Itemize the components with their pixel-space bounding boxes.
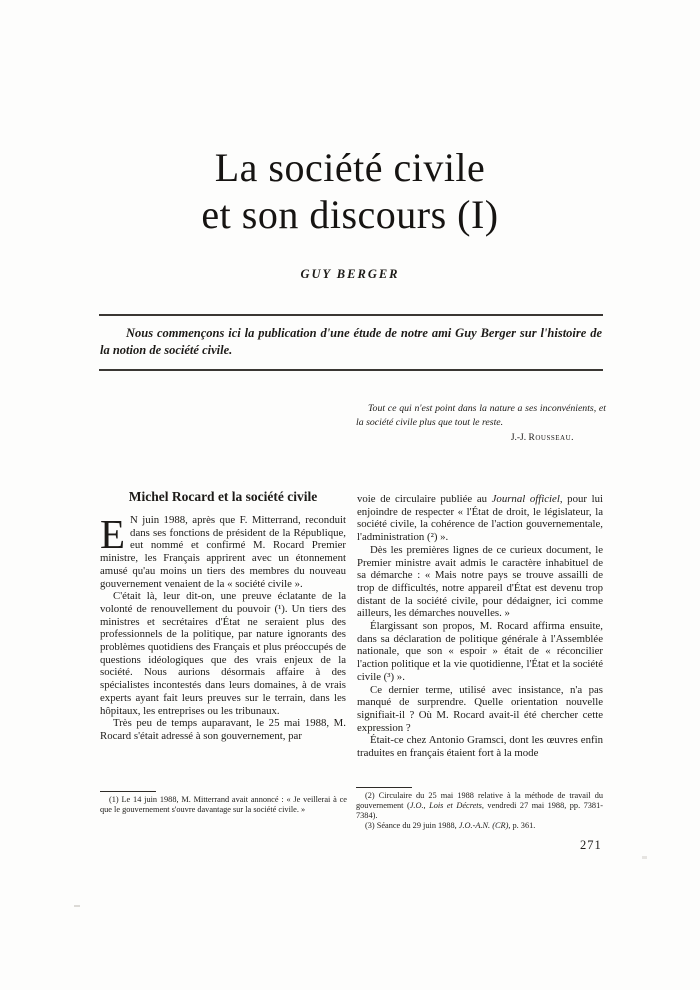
page-number: 271 bbox=[580, 838, 602, 852]
footnote-3: (3) Séance du 29 juin 1988, J.O.-A.N. (CR), p. 361. bbox=[365, 821, 536, 830]
epigraph-attribution-name: Rousseau. bbox=[528, 433, 574, 443]
scan-artifact bbox=[74, 905, 80, 907]
footnote-2: (2) Circulaire du 25 mai 1988 relative à la méthode de travail du gouvernement (J.O., Lois et Décrets, vendredi 27 mai 1988, pp. 7381-7384). bbox=[356, 791, 603, 820]
body-paragraph: C'était là, leur dit-on, une preuve éclatante de la volonté de renouvellement du pouvoir (¹). Un tiers des ministres et secrétaires d'État ne seraient plus des professionnels de la politique, par nature ignorants des problèmes quotidiens des Français et plus préoccupés de questions idéologiques que des vrais enjeux de la société. Nous aurions désormais affaire à des spécialistes incontestés dans leurs domaines, à de vrais experts ayant fait leurs preuves sur le terrain, dans les hôpitaux, les entreprises ou les tribunaux. bbox=[100, 590, 346, 717]
epigraph-quote: Tout ce qui n'est point dans la nature a ses inconvénients, et la société civile plus que tout le reste. bbox=[356, 403, 606, 428]
scan-artifact bbox=[642, 856, 647, 859]
epigraph-attribution-prefix: J.-J. bbox=[510, 433, 529, 443]
epigraph-attribution bbox=[356, 432, 574, 446]
opening-paragraph-text: N juin 1988, après que F. Mitterrand, reconduit dans ses fonctions de président de la République, eut nommé et confirmé M. Rocard Premier ministre, les Français apprirent avec un étonnement amusé qu'au moins un tiers des membres du nouveau gouvernement venaient de la « société civile ». bbox=[100, 514, 346, 590]
left-column bbox=[100, 489, 346, 760]
body-paragraph: Dès les premières lignes de ce curieux document, le Premier ministre avait admis le caractère inhabituel de sa démarche : « Mais notre pays se trouve assailli de trop de difficultés, notre appareil d'État est devenu trop distant de la société civile, pour dédaigner, ici comme ailleurs, les démarches nouvelles. » bbox=[357, 543, 603, 620]
footnote-1: (1) Le 14 juin 1988, M. Mitterrand avait annoncé : « Je veillerai à ce que le gouvernement s'ouvre davantage sur la société civile. » bbox=[100, 795, 347, 814]
body-paragraph: Était-ce chez Antonio Gramsci, dont les œuvres enfin traduites en français étaient fort à la mode bbox=[357, 734, 603, 760]
article-body bbox=[100, 489, 603, 760]
editorial-intro-text: Nous commençons ici la publication d'une étude de notre ami Guy Berger sur l'histoire de la notion de société civile. bbox=[100, 326, 602, 357]
body-paragraph: Élargissant son propos, M. Rocard affirma ensuite, dans sa déclaration de politique générale à l'Assemblée nationale, que son « espoir » était de « réconcilier l'action politique et la vie quotidienne, l'État et la société civile (³) ». bbox=[357, 620, 603, 683]
dropcap-letter: E bbox=[100, 511, 126, 557]
article-title bbox=[0, 144, 700, 238]
title-line-1: La société civile bbox=[214, 145, 486, 190]
body-paragraph: Ce dernier terme, utilisé avec insistance, n'a pas manqué de surprendre. Quelle orientation nouvelle signifiait-il ? Où M. Rocard avait-il été chercher cette expression ? bbox=[357, 683, 603, 734]
editorial-intro-banner bbox=[99, 314, 603, 371]
title-line-2: et son discours (I) bbox=[201, 192, 499, 237]
right-column bbox=[357, 489, 603, 760]
opening-paragraph bbox=[100, 511, 346, 590]
body-paragraph: voie de circulaire publiée au Journal officiel, pour lui enjoindre de respecter « l'État de droit, le législateur, la société civile, la cohérence de l'action gouvernementale, l'administration (²) ». bbox=[357, 493, 603, 544]
epigraph bbox=[356, 402, 606, 446]
section-heading: Michel Rocard et la société civile bbox=[128, 489, 318, 504]
footnotes-left bbox=[100, 791, 347, 815]
body-paragraph: Très peu de temps auparavant, le 25 mai 1988, M. Rocard s'était adressé à son gouvernement, par bbox=[100, 717, 346, 742]
author-name: GUY BERGER bbox=[300, 267, 400, 281]
footnote-divider bbox=[100, 791, 156, 792]
footnote-divider bbox=[356, 787, 412, 788]
footnotes-right bbox=[356, 787, 603, 831]
